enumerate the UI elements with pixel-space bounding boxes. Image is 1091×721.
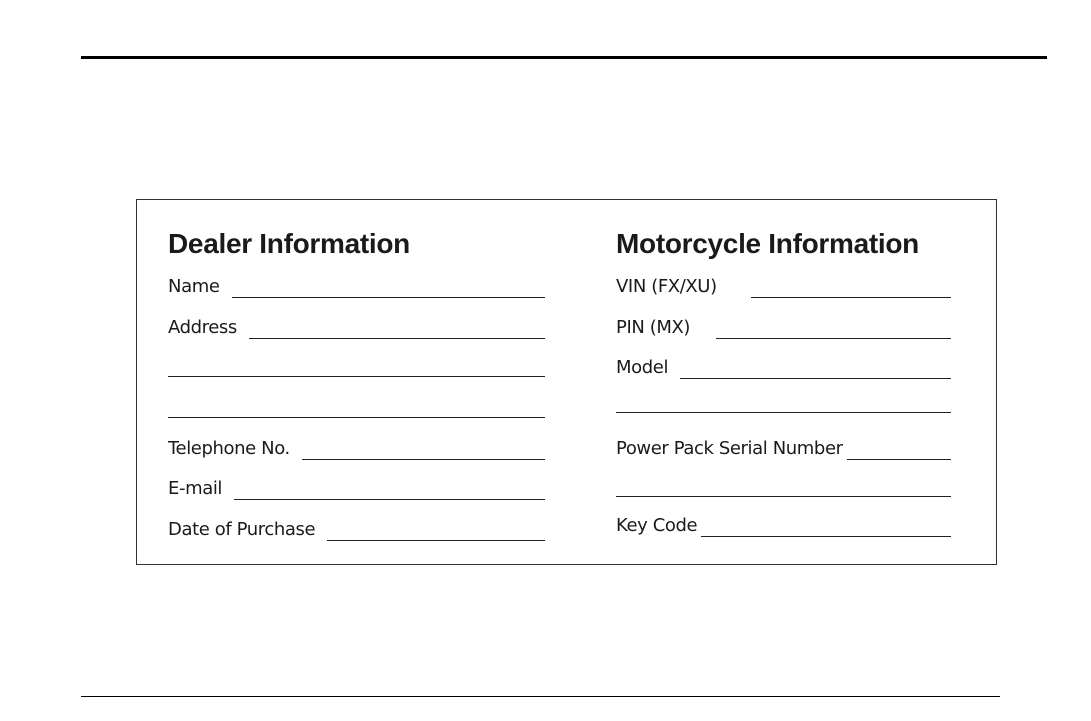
- power-pack-serial-line-2: [616, 473, 951, 499]
- pin-field: [616, 315, 951, 341]
- model-field: [616, 355, 951, 381]
- dealer-information-title: Dealer Information: [168, 228, 410, 259]
- footer-rule: [81, 696, 1000, 697]
- dealer-address-line-2: [168, 353, 545, 379]
- key-code-line[interactable]: [701, 535, 951, 537]
- model-line-2: [616, 389, 951, 415]
- dealer-email-line[interactable]: [234, 498, 545, 500]
- dealer-date-of-purchase-field: [168, 517, 545, 543]
- dealer-name-label: Name: [168, 276, 220, 297]
- pin-label: PIN (MX): [616, 317, 691, 338]
- dealer-address-line[interactable]: [249, 337, 545, 339]
- dealer-name-field: [168, 274, 545, 300]
- dealer-telephone-line[interactable]: [302, 458, 545, 460]
- pin-line[interactable]: [716, 337, 951, 339]
- model-line[interactable]: [680, 377, 951, 379]
- model-line-2-blank[interactable]: [616, 411, 951, 413]
- dealer-address-field: [168, 315, 545, 341]
- dealer-address-label: Address: [168, 317, 237, 338]
- header-rule: [81, 56, 1047, 59]
- dealer-address-line-3-blank[interactable]: [168, 416, 545, 418]
- dealer-address-line-2-blank[interactable]: [168, 375, 545, 377]
- dealer-address-line-3: [168, 394, 545, 420]
- motorcycle-information-title: Motorcycle Information: [616, 228, 919, 259]
- dealer-name-line[interactable]: [232, 296, 545, 298]
- model-label: Model: [616, 357, 669, 378]
- vin-field: [616, 274, 951, 300]
- dealer-date-of-purchase-line[interactable]: [327, 539, 545, 541]
- key-code-field: [616, 513, 951, 539]
- dealer-telephone-field: [168, 436, 545, 462]
- dealer-email-label: E-mail: [168, 478, 223, 499]
- vin-line[interactable]: [751, 296, 951, 298]
- power-pack-serial-line-2-blank[interactable]: [616, 495, 951, 497]
- power-pack-serial-field: [616, 436, 951, 462]
- dealer-email-field: [168, 476, 545, 502]
- key-code-label: Key Code: [616, 515, 698, 536]
- ownership-record-card: [136, 199, 997, 565]
- power-pack-serial-label: Power Pack Serial Number: [616, 438, 843, 459]
- vin-label: VIN (FX/XU): [616, 276, 717, 297]
- dealer-date-of-purchase-label: Date of Purchase: [168, 519, 316, 540]
- power-pack-serial-line[interactable]: [847, 458, 951, 460]
- dealer-telephone-label: Telephone No.: [168, 438, 290, 459]
